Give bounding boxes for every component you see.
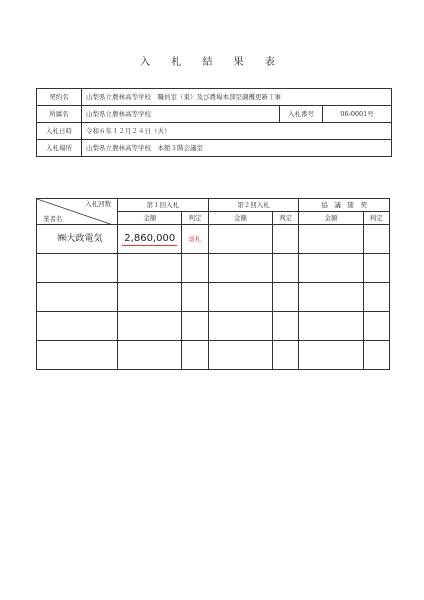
empty-cell (208, 225, 272, 254)
empty-cell (37, 312, 118, 341)
empty-cell (182, 341, 208, 370)
empty-cell (208, 312, 272, 341)
empty-cell (272, 312, 298, 341)
empty-cell (299, 225, 363, 254)
empty-cell (299, 341, 363, 370)
round-2-header: 第２回入札 (208, 199, 299, 212)
contract-name-label: 契約名 (37, 89, 82, 106)
empty-cell (182, 283, 208, 312)
bid-results-table (36, 198, 390, 370)
bid-date-label: 入札日時 (37, 123, 82, 140)
amount-2-header: 金額 (208, 212, 272, 225)
table-row (37, 283, 390, 312)
empty-cell (37, 254, 118, 283)
round-1-header: 第１回入札 (118, 199, 209, 212)
amount-1-header: 金額 (118, 212, 182, 225)
department-value: 山梨県立農林高等学校 (82, 106, 280, 123)
bid-judgement: 落札 (182, 225, 208, 254)
bid-amount (118, 225, 182, 254)
empty-cell (272, 225, 298, 254)
judge-2-header: 判定 (272, 212, 298, 225)
empty-cell (182, 312, 208, 341)
empty-cell (363, 225, 389, 254)
diagonal-header-cell (37, 199, 118, 225)
empty-cell (363, 312, 389, 341)
empty-cell (118, 341, 182, 370)
bid-amount-text: 2,860,000 (124, 233, 176, 244)
amount-3-header: 金額 (299, 212, 363, 225)
empty-cell (299, 283, 363, 312)
contract-info-table (36, 88, 392, 157)
empty-cell (182, 254, 208, 283)
empty-cell (299, 254, 363, 283)
empty-cell (118, 283, 182, 312)
empty-cell (299, 312, 363, 341)
empty-cell (363, 283, 389, 312)
table-row (37, 312, 390, 341)
empty-cell (363, 341, 389, 370)
empty-cell (208, 254, 272, 283)
table-row (37, 225, 390, 254)
bid-count-label: 入札回数 (85, 200, 112, 208)
judge-1-header: 判定 (182, 212, 208, 225)
table-row (37, 254, 390, 283)
empty-cell (272, 341, 298, 370)
department-label: 所属名 (37, 106, 82, 123)
empty-cell (37, 341, 118, 370)
negotiation-header: 協 議 随 契 (299, 199, 390, 212)
table-row (37, 341, 390, 370)
empty-cell (208, 341, 272, 370)
empty-cell (118, 312, 182, 341)
empty-cell (37, 283, 118, 312)
empty-cell (208, 283, 272, 312)
contract-name-value: 山梨県立農林高等学校 職員室（東）及び農場本部空調機更新工事 (82, 89, 392, 106)
empty-cell (118, 254, 182, 283)
bid-number-label: 入札番号 (280, 106, 323, 123)
empty-cell (272, 254, 298, 283)
empty-cell (363, 254, 389, 283)
empty-cell (272, 283, 298, 312)
bid-date-value: 令和６年１２月２４日（火） (82, 123, 392, 140)
bid-place-value: 山梨県立農林高等学校 本館３階会議室 (82, 140, 392, 157)
judge-3-header: 判定 (363, 212, 389, 225)
bid-place-label: 入札場所 (37, 140, 82, 157)
vendor-name-label: 業者名 (43, 214, 63, 223)
bid-number-value: 06-0001号 (323, 106, 392, 123)
vendor-name: ㈱大政電気 (37, 225, 118, 254)
page-title: 入 札 結 果 表 (140, 57, 284, 68)
